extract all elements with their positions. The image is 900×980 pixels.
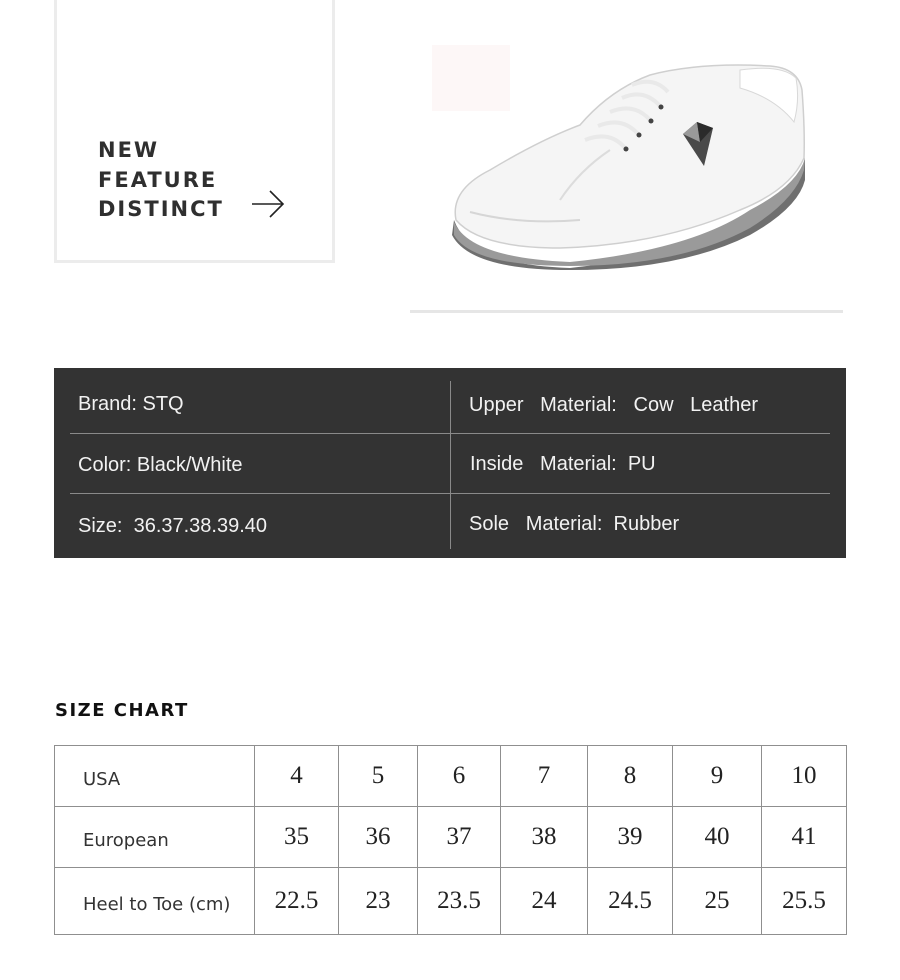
- row-label: European: [55, 807, 255, 868]
- spec-brand: Brand: STQ: [78, 393, 184, 415]
- size-cell: 7: [501, 746, 588, 807]
- size-cell: 24: [501, 868, 588, 935]
- size-cell: 35: [255, 807, 339, 868]
- size-cell: 40: [673, 807, 762, 868]
- spec-size: Size: 36.37.38.39.40: [78, 515, 268, 537]
- size-cell: 38: [501, 807, 588, 868]
- size-cell: 24.5: [588, 868, 673, 935]
- spec-column-divider: [450, 381, 451, 549]
- arrow-right-icon[interactable]: [250, 188, 286, 220]
- size-chart-table: [54, 745, 847, 935]
- spec-row-divider: [70, 493, 830, 494]
- product-divider: [410, 310, 843, 313]
- white-sneaker-image: [410, 30, 850, 340]
- spec-color: Color: Black/White: [78, 454, 243, 476]
- feature-line-new: NEW: [98, 138, 160, 162]
- size-cell: 41: [762, 807, 847, 868]
- spec-inside-material: Inside Material: PU: [470, 453, 656, 475]
- size-cell: 4: [255, 746, 339, 807]
- size-cell: 36: [339, 807, 418, 868]
- size-cell: 9: [673, 746, 762, 807]
- size-cell: 37: [418, 807, 501, 868]
- feature-line-feature: FEATURE: [98, 167, 218, 192]
- table-row-heel-to-toe: [55, 868, 847, 935]
- row-label: USA: [55, 746, 255, 807]
- size-cell: 23.5: [418, 868, 501, 935]
- size-cell: 23: [339, 868, 418, 935]
- size-cell: 6: [418, 746, 501, 807]
- spec-upper-material: Upper Material: Cow Leather: [469, 394, 759, 416]
- size-cell: 10: [762, 746, 847, 807]
- table-row-european: [55, 807, 847, 868]
- size-cell: 25.5: [762, 868, 847, 935]
- size-cell: 22.5: [255, 868, 339, 935]
- spec-panel: [54, 368, 846, 558]
- size-cell: 25: [673, 868, 762, 935]
- size-chart-title: SIZE CHART: [55, 700, 189, 721]
- size-cell: 8: [588, 746, 673, 807]
- table-row-usa: [55, 746, 847, 807]
- feature-line-distinct: DISTINCT: [98, 197, 224, 221]
- spec-sole-material: Sole Material: Rubber: [469, 513, 680, 535]
- row-label: Heel to Toe (cm): [55, 868, 255, 935]
- feature-heading: [98, 136, 224, 225]
- size-cell: 5: [339, 746, 418, 807]
- spec-row-divider: [70, 433, 830, 434]
- size-cell: 39: [588, 807, 673, 868]
